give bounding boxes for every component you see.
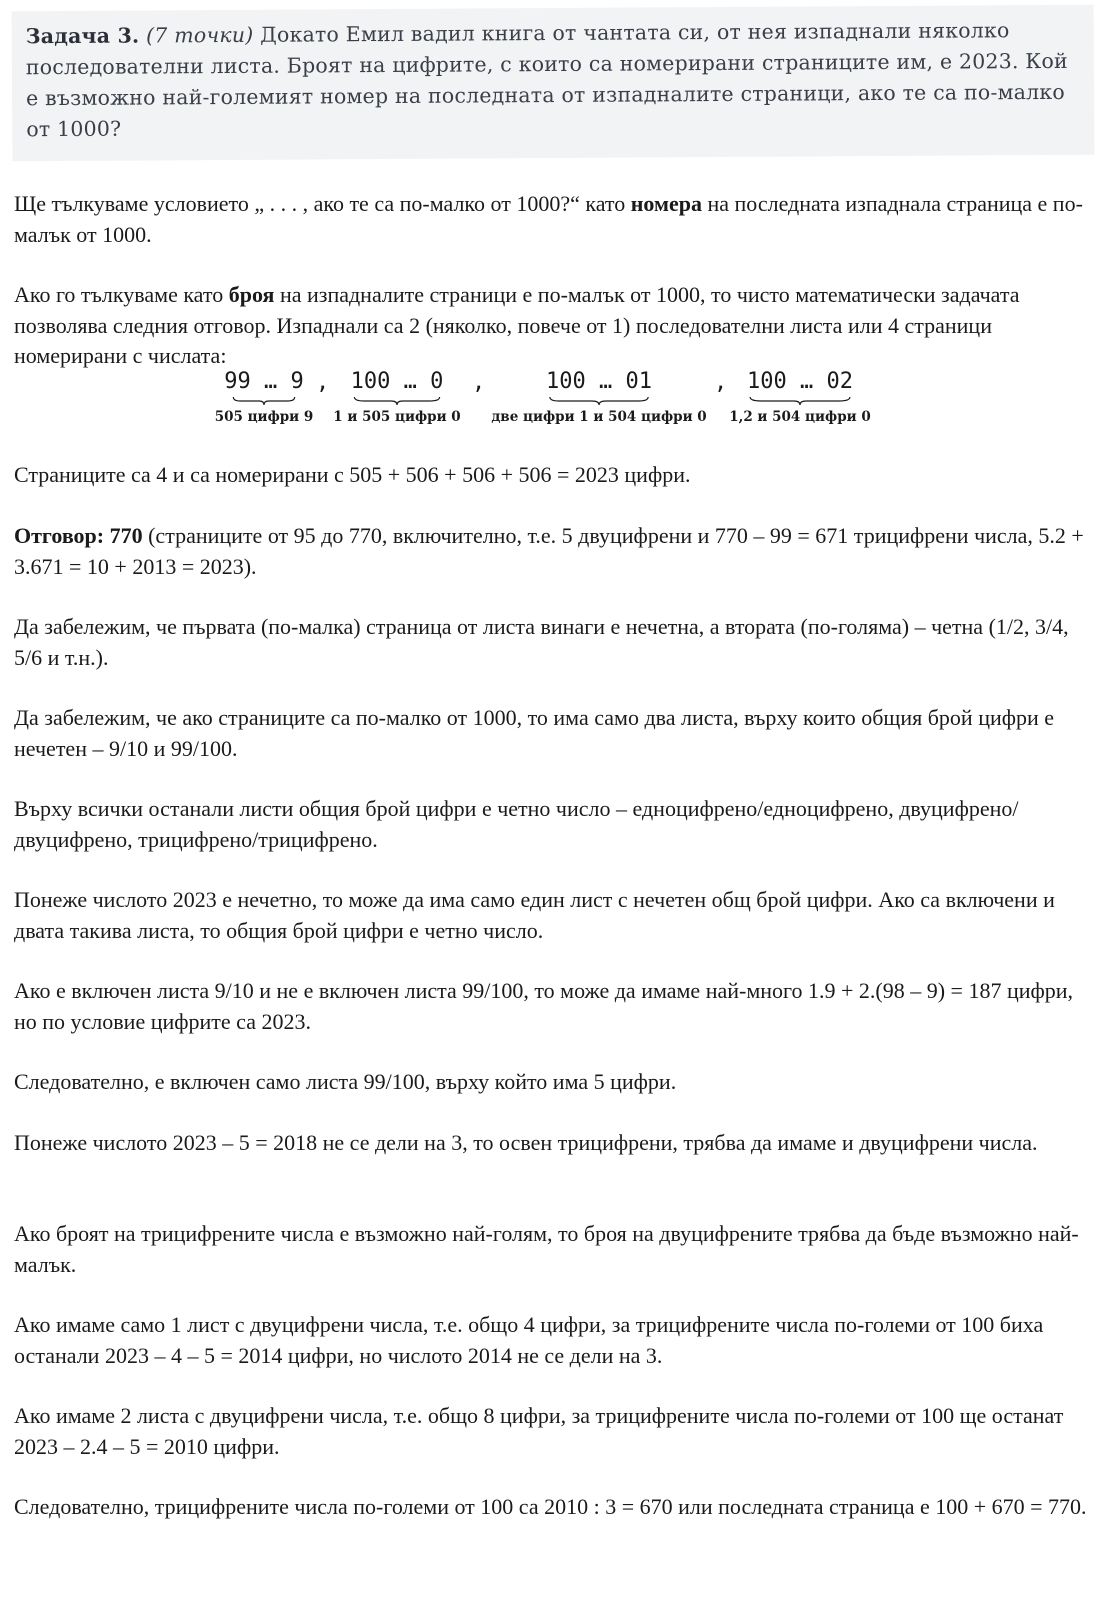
alternative-paragraph [14, 280, 1094, 372]
formula-underbraces [0, 368, 1107, 434]
note-two-sheets-paragraph: Да забележим, че ако страниците са по-малко от 1000, то има само два листа, върху които общия брой цифри е нечетен – 9/10 и 99/100. [14, 705, 1055, 761]
note-odd-even-paragraph: Да забележим, че първата (по-малка) страница от листа винаги е нечетна, а втората (по-голяма) – четна (1/2, 3/4, 5/6 и т.н.). [14, 614, 1069, 670]
problem-statement [12, 5, 1095, 162]
formula-caption: 1,2 и 504 цифри 0 [729, 409, 871, 425]
underbrace-icon [205, 396, 323, 406]
divisibility-paragraph: Понеже числото 2023 – 5 = 2018 не се дели на 3, то освен трицифрени, трябва да имаме и двуцифрени числа. [14, 1130, 1038, 1155]
problem-text: Докато Емил вадил книга от чантата си, от нея изпаднали няколко последователни листа. Броят на цифрите, с които са номерирани страниците им, е 2023. Кой е възможно най-големият номер на последната от изпадналите страници, ако те са по-малко от 1000? [25, 18, 1068, 142]
formula-number: 100 … 01 [546, 369, 652, 394]
note-even-digits-paragraph: Върху всички останали листи общия брой цифри е четно число – едноцифрено/едноцифрено, двуцифрено/двуцифрено, трицифрено/трицифрено. [14, 796, 1019, 852]
underbrace-icon [722, 396, 878, 406]
formula-caption: 505 цифри 9 [214, 409, 314, 425]
formula-term-3 [482, 368, 716, 426]
answer-text: (страниците от 95 до 770, включително, т.е. 5 двуцифрени и 770 – 99 = 671 трицифрени числа, 5.2 + 3.671 = 10 + 2013 = 2023). [14, 523, 1084, 579]
formula-term-2 [326, 368, 468, 426]
conclusion-paragraph: Следователно, трицифрените числа по-големи от 100 са 2010 : 3 = 670 или последната страница е 100 + 670 = 770. [14, 1494, 1087, 1519]
formula-caption: две цифри 1 и 504 цифри 0 [491, 409, 707, 425]
p2-emphasis: броя [228, 282, 275, 307]
formula-comma: , [316, 370, 330, 395]
formula-term-1 [205, 368, 323, 426]
pages-count-paragraph: Страниците са 4 и са номерирани с 505 + 506 + 506 + 506 = 2023 цифри. [14, 462, 691, 487]
formula-number: 100 … 0 [350, 369, 444, 394]
sheet-99-100-paragraph: Следователно, е включен само листа 99/100, върху който има 5 цифри. [14, 1069, 677, 1094]
p1-emphasis: номера [630, 191, 702, 216]
formula-term-4 [722, 368, 878, 426]
formula-comma: , [714, 370, 728, 395]
formula-comma: , [472, 370, 486, 395]
formula-number: 99 … 9 [224, 369, 304, 394]
formula-number: 100 … 02 [747, 369, 853, 394]
p1-part-a: Ще тълкуваме условието „ . . . , ако те са по-малко от 1000?“ като [14, 191, 631, 216]
p2-part-a: Ако го тълкуваме като [14, 282, 229, 307]
odd-count-paragraph: Понеже числото 2023 е нечетно, то може да има само един лист с нечетен общ брой цифри. Ако са включени и двата такива листа, то общия брой цифри е четно число. [14, 887, 1055, 943]
underbrace-icon [326, 396, 468, 406]
underbrace-icon [482, 396, 716, 406]
maximize-paragraph: Ако броят на трицифрените числа е възможно най-голям, то броя на двуцифрените трябва да бъде възможно най-малък. [14, 1221, 1079, 1277]
problem-heading: Задача 3. [25, 23, 140, 49]
answer-label: Отговор: 770 [14, 523, 143, 548]
p2-part-c: на изпадналите страници е по-малък от 1000, то чисто математически задачата позволява следния отговор. Изпаднали са 2 (няколко, повече от 1) последователни листа или 4 страници номерирани с числата: [14, 282, 1020, 368]
problem-points: (7 точки) [145, 22, 254, 48]
p1-part-c: на последната изпаднала страница е по-малък от 1000. [14, 191, 1083, 247]
answer-paragraph [14, 521, 1094, 582]
one-sheet-paragraph: Ако имаме само 1 лист с двуцифрени числа, т.е. общо 4 цифри, за трицифрените числа по-големи от 100 биха останали 2023 – 4 – 5 = 2014 цифри, но числото 2014 не се дели на 3. [14, 1312, 1044, 1368]
interpretation-paragraph [14, 189, 1094, 250]
formula-caption: 1 и 505 цифри 0 [333, 409, 461, 425]
two-sheets-paragraph: Ако имаме 2 листа с двуцифрени числа, т.е. общо 8 цифри, за трицифрените числа по-големи от 100 ще останат 2023 – 2.4 – 5 = 2010 цифри. [14, 1403, 1064, 1459]
sheet-9-10-paragraph: Ако е включен листа 9/10 и не е включен листа 99/100, то може да имаме най-много 1.9 + 2.(98 – 9) = 187 цифри, но по условие цифрите са 2023. [14, 978, 1074, 1034]
